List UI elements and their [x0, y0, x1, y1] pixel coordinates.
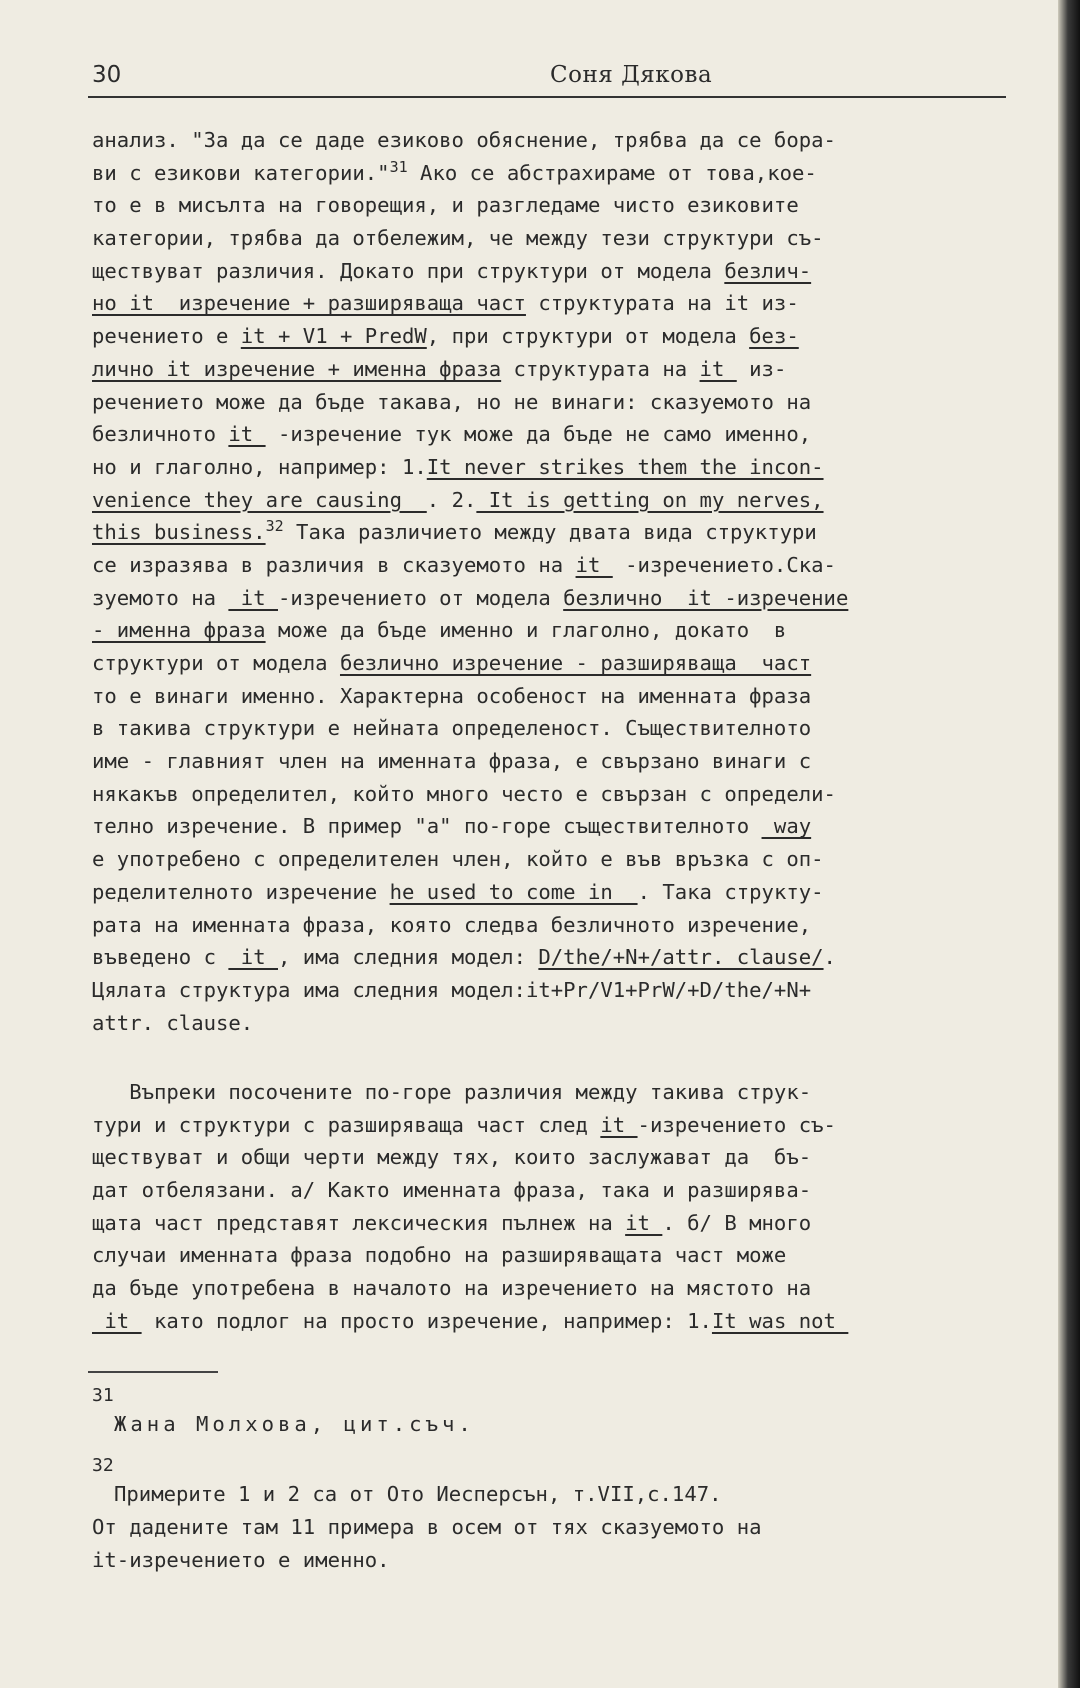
text-line	[92, 1305, 1010, 1338]
text-line	[92, 484, 1010, 517]
underlined-text: лично it изречение + именна фраза	[92, 356, 502, 381]
text-line	[92, 582, 1010, 615]
footnote	[92, 1453, 1032, 1577]
paragraph-1	[92, 124, 1010, 1039]
underlined-text: безлично it -изречение	[563, 585, 849, 610]
text-line	[92, 745, 1010, 778]
footnote-text: Примерите 1 и 2 са от Ото Иесперсън, т.VII,с.147.	[114, 1482, 722, 1506]
text-line	[92, 647, 1010, 680]
text-run: име - главният член на именната фраза, е свързано винаги с	[92, 749, 812, 774]
underlined-text: D/the/+N+/attr. clause/	[538, 945, 824, 970]
text-line	[92, 287, 1010, 320]
text-run: , при структури от модела	[426, 324, 750, 349]
text-line	[92, 712, 1010, 745]
text-line	[92, 1207, 1010, 1240]
text-run: категории, трябва да отбележим, че между тези структури съ-	[92, 226, 824, 251]
text-line	[92, 157, 1010, 190]
text-run: някакъв определител, който много често е свързан с определи-	[92, 781, 836, 806]
text-run: щата част представят лексическия пълнеж на	[92, 1210, 626, 1235]
text-run: анализ. "За да се даде езиково обяснение, трябва да се бора-	[92, 128, 836, 152]
underlined-text: venience they are causing	[92, 487, 427, 512]
page-number: 30	[92, 62, 122, 88]
text-run: ви с езикови категории."	[92, 160, 390, 185]
text-run: -изречението от модела	[278, 585, 564, 610]
text-run: то е в мисълта на говорещия, и разгледаме чисто езиковите	[92, 193, 799, 218]
text-line	[92, 1239, 1010, 1272]
text-run: дат отбелязани. а/ Както именната фраза, така и разширява-	[92, 1178, 812, 1203]
footnote-number: 32	[92, 1455, 114, 1476]
text-run: то е винаги именно. Характерна особеност на именната фраза	[92, 683, 812, 708]
text-line	[92, 386, 1010, 419]
footnote-number: 31	[92, 1385, 114, 1406]
text-line	[92, 941, 1010, 974]
page-header	[88, 58, 1006, 98]
underlined-text: it	[625, 1210, 663, 1235]
underlined-text: безлич-	[724, 258, 812, 283]
text-run: речението е	[92, 324, 241, 349]
text-line	[92, 974, 1010, 1007]
text-run: телно изречение. В пример "а" по-горе съществителното	[92, 814, 762, 839]
text-line	[92, 1076, 1010, 1109]
underlined-text: безлично изречение - разширяваща част	[339, 651, 812, 675]
text-line	[92, 843, 1010, 876]
text-line	[92, 189, 1010, 222]
footnote-ref: 32	[265, 517, 284, 536]
page-edge-shadow	[1058, 0, 1080, 1688]
footnote	[92, 1383, 1032, 1441]
text-line	[92, 353, 1010, 386]
footnote-ref: 31	[389, 157, 408, 176]
text-line	[92, 320, 1010, 353]
underlined-text: it + V1 + PredW	[240, 324, 427, 349]
text-run: -изречението съ-	[637, 1112, 836, 1137]
underlined-text: it	[228, 585, 278, 610]
text-run: -изречение тук може да бъде не само именно,	[265, 422, 812, 447]
underlined-text: it	[699, 356, 737, 381]
text-line	[92, 124, 1010, 157]
text-run: Въпреки посочените по-горе различия между такива струк-	[92, 1080, 812, 1104]
text-line	[92, 876, 1010, 909]
text-run: е употребено с определителен член, който е във връзка с оп-	[92, 847, 824, 872]
text-line	[92, 255, 1010, 288]
text-line	[92, 1007, 1010, 1040]
text-line	[92, 778, 1010, 811]
text-run: Така различието между двата вида структури	[283, 520, 817, 545]
running-head: Соня Дякова	[550, 62, 713, 88]
text-run: из-	[736, 356, 787, 381]
underlined-text: it	[228, 422, 266, 447]
text-run: като подлог на просто изречение, например: 1.	[141, 1308, 712, 1333]
text-run: в такива структури е нейната определеност. Съществителното	[92, 716, 812, 741]
underlined-text: it	[575, 552, 613, 577]
text-run: . Така структу-	[637, 879, 824, 904]
text-line	[92, 418, 1010, 451]
footnotes	[92, 1383, 1032, 1589]
text-line	[92, 549, 1010, 582]
text-run: тури и структури с разширяваща част след	[92, 1112, 601, 1137]
text-run: да бъде употребена в началото на изречението на мястото на	[92, 1276, 812, 1301]
text-run: -изречението.Ска-	[612, 552, 836, 577]
text-run: , има следния модел:	[278, 945, 539, 970]
underlined-text: it	[228, 945, 278, 970]
text-run: .	[823, 945, 836, 970]
underlined-text: this business.	[92, 520, 266, 545]
text-run: Ако се абстрахираме от това,кое-	[407, 160, 817, 185]
text-run: зуемото на	[92, 585, 229, 610]
footnote-text: Жана Молхова, цит.съч.	[114, 1412, 475, 1436]
text-line	[92, 614, 1010, 647]
text-run: ществуват и общи черти между тях, които заслужават да бъ-	[92, 1145, 812, 1170]
text-run: attr. clause.	[92, 1010, 254, 1035]
text-run: случаи именната фраза подобно на разширяващата част може	[92, 1243, 787, 1268]
text-line	[92, 909, 1010, 942]
text-run: безличното	[92, 422, 229, 447]
underlined-text: way	[761, 814, 812, 839]
text-run: може да бъде именно и глаголно, докато в	[265, 618, 787, 643]
underlined-text: It was not	[711, 1308, 849, 1333]
text-line	[92, 810, 1010, 843]
text-run: но и глаголно, например: 1.	[92, 454, 427, 479]
text-run: структури от модела	[92, 651, 340, 675]
text-run: въведено с	[92, 945, 229, 970]
paragraph-2	[92, 1076, 1010, 1338]
text-run: ществуват различия. Докато при структури от модела	[92, 258, 725, 283]
text-run: ределителното изречение	[92, 879, 390, 904]
underlined-text: it	[600, 1112, 638, 1137]
text-line	[92, 1272, 1010, 1305]
footnote-text-line: it-изречението е именно.	[92, 1548, 390, 1572]
text-run: речението може да бъде такава, но не винаги: сказуемото на	[92, 389, 812, 414]
text-run: структурата на	[501, 356, 700, 381]
underlined-text: It is getting on my nerves,	[476, 487, 824, 512]
text-run: рата на именната фраза, която следва безличното изречение,	[92, 912, 812, 937]
text-run: . б/ В много	[662, 1210, 812, 1235]
underlined-text: без-	[749, 324, 799, 349]
underlined-text: - именна фраза	[92, 618, 266, 643]
underlined-text: it	[92, 1308, 142, 1333]
underlined-text: но it изречение + разширяваща част	[92, 291, 526, 316]
text-line	[92, 1109, 1010, 1142]
text-run: Цялата структура има следния модел:it+Pr/V1+PrW/+D/the/+N+	[92, 977, 812, 1002]
underlined-text: he used to come in	[389, 879, 638, 904]
footnote-rule	[88, 1371, 218, 1373]
footnote-text-line: От дадените там 11 примера в осем от тях сказуемото на	[92, 1515, 762, 1539]
text-line	[92, 680, 1010, 713]
text-line	[92, 1174, 1010, 1207]
text-run: . 2.	[426, 487, 477, 512]
text-line	[92, 222, 1010, 255]
text-run: се изразява в различия в сказуемото на	[92, 552, 576, 577]
text-line	[92, 451, 1010, 484]
underlined-text: It never strikes them the incon-	[426, 454, 824, 479]
text-line	[92, 1141, 1010, 1174]
text-run: структурата на it из-	[525, 291, 799, 316]
text-line	[92, 516, 1010, 549]
